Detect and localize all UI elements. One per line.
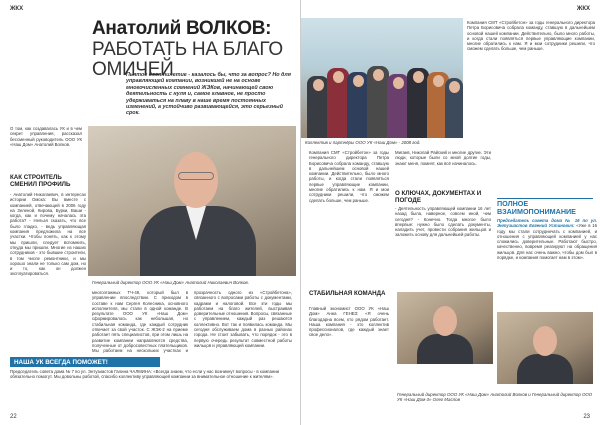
person (327, 68, 349, 138)
portrait-glasses (178, 172, 214, 180)
right-body-column-1: Компания СМТ «Стройбетон» за годы генерального директора Петра Борисовича собрала команду, ставшую в дальнейшем основой нашей компании. Действительно, было много работы, и когда стали появляться первые управляющие компании, многие обратились к нам. Я и мои сотрудники решили, что сможем сделать больше, чем раньше. (309, 150, 389, 203)
page-number: 22 (10, 414, 17, 420)
right-page (300, 0, 600, 425)
photo-suit (517, 354, 573, 384)
article-title-name: Анатолий ВОЛКОВ: (92, 18, 272, 39)
body-column-2: многоэтажных ТЧ-49, который был в управлении впоследствии. С приходом в составе к нам Сергея Колесника, основного исполнителя, мы стали в одной команде. В результате ООО УК «Наш Дом» сформировалось как небольшая, но стабильная команда, где каждый сотрудник отвечает за свой участок. С ЖЭК-2 на приеме работает пять специалистов, при этом лишь на развитие компании направляются средства, полученные от добросовестных плательщиков. Мы работаем на нескольких участках и (92, 290, 188, 354)
intro-column: О том, как создавалась УК и в чем секрет управления, рассказал бессменный руководитель ООО УК «Наш Дом» Анатолий Волков. (10, 126, 82, 147)
person (445, 78, 463, 138)
side-quote-intro: Председатель совета дома № 16 по ул. Энтузиастов Евгений Устинович: (497, 218, 597, 229)
portrait-caption: Генеральный директор ООО УК «Наш Дом» Анатолий Николаевич Волков. (92, 280, 249, 285)
photo-head (433, 306, 457, 336)
quote-banner-text: Председатель совета дома № 7 по ул. Энтузиастов Галина ЧАЛМИНА: «Всегда знаем, что если у нас возникнут вопросы - в компании обязательно помогут. Мы довольны работой, спасибо коллективу управляющей компании за внимательное отношение к жителям». (10, 369, 280, 380)
article-lead: Пьятое десятилетие - казалось бы, что за вопрос? Но для управляющей компании, возникшей не на основе многочисленных сомнений ЖЭКов, начинающей свою деятельность с нуля и, самое главное, не просто удерживаться на плаву в наше время постоянных изменений, а устойчиво развивающейся, это серьезный срок. (126, 72, 291, 117)
person (387, 74, 409, 138)
group-photo-caption: Коллектив и партнёры ООО УК «Наш Дом» - 2008 год. (305, 140, 421, 145)
body-column-3: прозрачность одного из «Стройбетона», связанного с вопросами работы с документами, кадрами и налоговой. Все эти годы мы работаем на благо жителей, выстраивая доверительные отношения. Вопросы, связанные с управлением, каждый раз решаются коллективно. Вот так и появилась команда. Мы сегодня обслуживаем дома в разных районах города. Не стоит забывать, что порядок - это в первую очередь результат совместной работы жильцов и управляющей компании. (194, 290, 292, 348)
portrait-head (174, 152, 218, 208)
section-tag: ЖКХ (576, 6, 590, 12)
side-title: ПОЛНОЕ ВЗАИМОПОНИМАНИЕ (497, 199, 576, 216)
director-photo-1 (397, 292, 493, 364)
right-body-column-2: Мигаев, Николай Райский и многие другие. Эти люди, которые были со мной долгие годы, знают меня, помнят, как всё начиналось. (395, 150, 491, 166)
person (367, 66, 389, 138)
subhead-team: СТАБИЛЬНАЯ КОМАНДА (309, 290, 386, 297)
face (433, 75, 444, 87)
right-body-column-top: Компания СМТ «Стройбетон» за годы генерального директора Петра Борисовича собрала команду, ставшую в дальнейшем основой нашей компании. Действительно, было много работы, и когда стали появляться первые управляющие компании, многие обратились к нам. Я и мои сотрудники решили, что сможем сделать больше, чем раньше. (467, 20, 595, 52)
page-number: 23 (583, 414, 590, 420)
face (313, 79, 324, 91)
person (407, 68, 429, 138)
face (373, 69, 384, 81)
docs-column: - Деятельность управляющей компании 16 лет назад была, наверное, совсем иной, чем сегодня? - Конечно. Тогда многое было впервые: нужно было сделать документы, наладить учет, провести собрания жильцов и заложить основу для дальнейшей работы. (395, 206, 491, 238)
section-tag: ЖКХ (10, 6, 24, 12)
side-quote-text: «Уже в 16 году мы стали сотрудничать с компанией, и отношения с управляющей компанией у нас сложились доверительные. Работают быстро, качественно, вовремя реагируют на обращения жильцов. Для нас очень важно, чтобы дом был в порядке, и компания помогает нам в этом». (497, 223, 597, 261)
portrait-photo (88, 126, 296, 276)
photo-suit (417, 334, 473, 364)
face (449, 81, 460, 93)
subhead-docs: О КЛЮЧАХ, ДОКУМЕНТАХ И ПОГОДЕ (395, 190, 482, 204)
team-column: Главный экономист ООО УК «Наш Дом» Анна ГЕНЕЗ: «Я очень благодарна всем, кто рядом работает. Наша компания - это коллектив профессионалов, где каждый знает свое дело». (309, 306, 389, 338)
side-quote (497, 218, 597, 260)
article-title-subtitle: РАБОТАТЬ НА БЛАГО ОМИЧЕЙ (92, 39, 283, 80)
person (347, 72, 369, 138)
body-column-1: - Анатолий Николаевич, в интересах истории Омска: Вы вместе с компанией, отвечающей в 2006 году на Зеленой, Кирова, Бурки, Ваши - когда, как и почему началась эта работа? - Нельзя сказать, что все было гладко, - ведь управляющая компания предложила на все участки. Чтобы понять, как к этому мы пришли, следует вспомнить, откуда мы пришли. Многие из наших сотрудников - это бывшие строители, в том числе ремонтники, и мы хорошо знали не только сам дом, но и то, как он должен эксплуатироваться. (10, 192, 86, 277)
photo-head (533, 326, 557, 356)
quote-banner: НАША УК ВСЕГДА ПОМОЖЕТ! (10, 357, 160, 367)
face (333, 71, 344, 83)
subhead-builder: КАК СТРОИТЕЛЬ СМЕНИЛ ПРОФИЛЬ (10, 174, 71, 188)
person (307, 76, 329, 138)
face (393, 77, 404, 89)
director-photo-2 (497, 312, 593, 384)
photo-caption: Генеральный директор ООО УК «Наш Дом» Анатолий Волков и Генеральный директор ООО УК «Наш Дом-3» Олег Маслов (397, 392, 593, 402)
group-photo (301, 18, 463, 138)
face (353, 75, 364, 87)
face (413, 71, 424, 83)
